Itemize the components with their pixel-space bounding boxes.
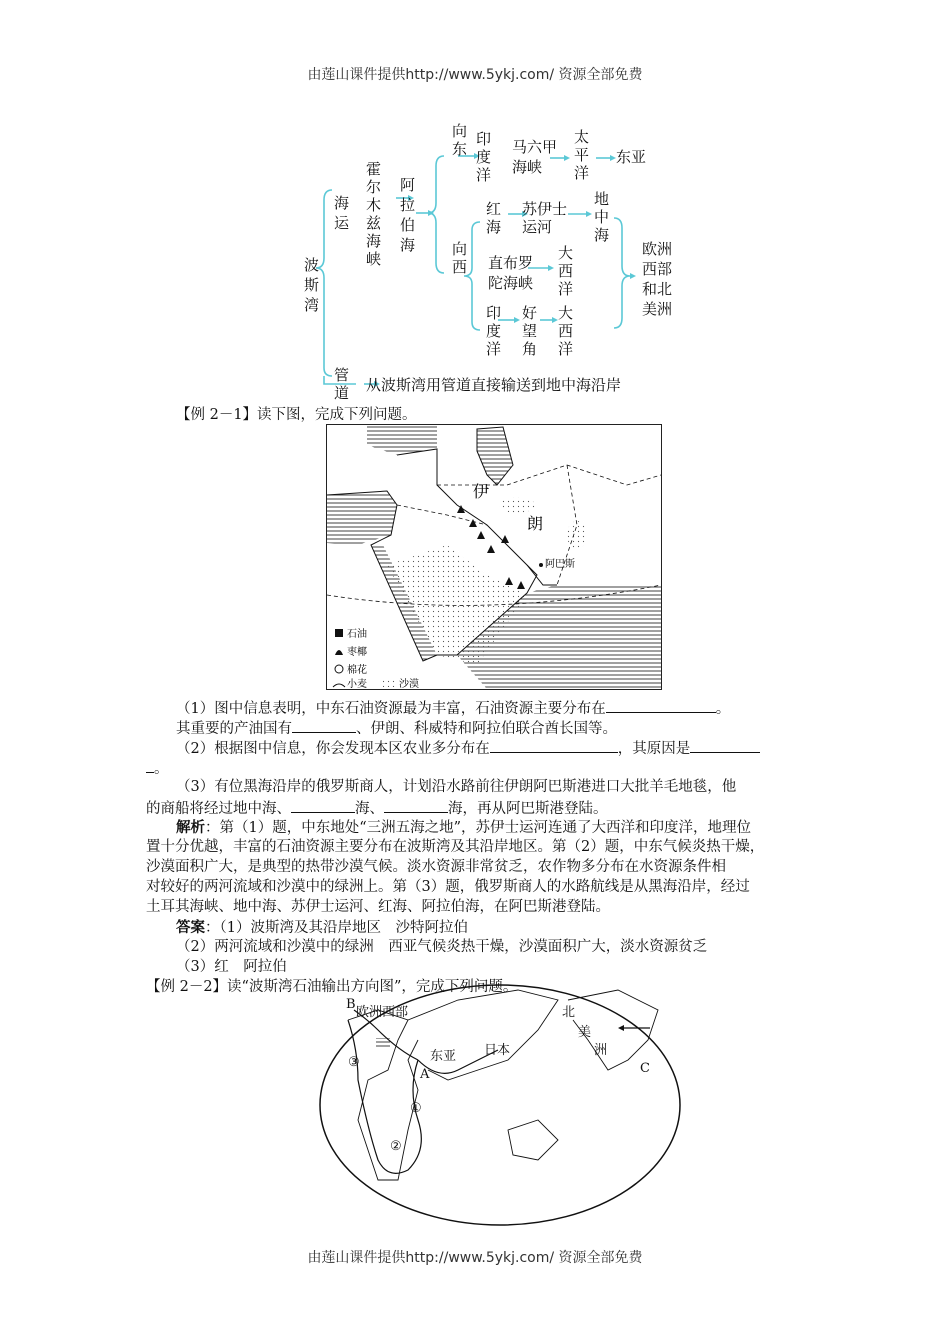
flow-pipe-text: 从波斯湾用管道直接输送到地中海沿岸	[366, 376, 622, 394]
flow-pacific: 太平洋	[574, 128, 590, 182]
q1-line2: 其重要的产油国有 、伊朗、科威特和阿拉伯联合酋长国等。	[176, 718, 617, 739]
analysis-line1: 解析：第（1）题，中东地处“三洲五海之地”，苏伊士运河连通了大西洋和印度洋，地理位	[176, 819, 752, 836]
map2-n: 北	[562, 1005, 576, 1020]
legend-oil: 石油	[347, 629, 367, 640]
page-footer: 由莲山课件提供http://www.5ykj.com/ 资源全部免费	[307, 1250, 643, 1266]
flow-europe-3: 和北	[642, 280, 673, 298]
flow-east: 向东	[452, 122, 468, 158]
map2-europe-w: 欧洲西部	[356, 1005, 409, 1020]
flow-suez-b: 运河	[522, 218, 553, 236]
map1-iran-2: 朗	[527, 514, 544, 533]
flow-gibraltar-a: 直布罗	[488, 254, 534, 272]
flow-origin: 波斯湾	[304, 256, 320, 314]
flowchart-svg	[296, 118, 696, 406]
map2-route-3: ③	[348, 1055, 360, 1070]
map2-route-2: ②	[390, 1139, 402, 1154]
legend-date: 枣椰	[347, 647, 367, 658]
flow-europe-4: 美洲	[642, 300, 673, 318]
oil-route-flowchart	[296, 118, 696, 406]
world-map-svg	[318, 980, 682, 1226]
q3-line2: 的商船将经过地中海、 海、 海，再从阿巴斯港登陆。	[146, 798, 608, 819]
flow-europe-1: 欧洲	[642, 240, 673, 258]
q1-line1: （1）图中信息表明，中东石油资源最为丰富，石油资源主要分布在 。	[176, 698, 730, 719]
legend-oil-icon	[335, 629, 343, 637]
world-oil-export-map	[318, 980, 682, 1226]
map2-b: B	[346, 997, 356, 1012]
analysis-line2: 置十分优越，丰富的石油资源主要分布在波斯湾及其沿岸地区。第（2）题，中东气候炎热干燥，	[146, 839, 765, 855]
legend-desert: 沙漠	[399, 679, 419, 689]
map2-japan: 日本	[484, 1043, 511, 1058]
analysis-line5: 土耳其海峡、地中海、苏伊士运河、红海、阿拉伯海，在阿巴斯港登陆。	[146, 899, 610, 915]
flow-red-sea: 红海	[486, 200, 502, 236]
answer-line2: （2）两河流域和沙漠中的绿洲 西亚气候炎热干燥，沙漠面积广大，淡水资源贫乏	[176, 939, 708, 955]
flow-suez-a: 苏伊士	[522, 200, 568, 218]
flow-cape: 好望角	[522, 304, 538, 358]
legend-wheat: 小麦	[347, 679, 367, 689]
legend-cotton: 棉花	[347, 665, 367, 676]
map2-a: A	[420, 1067, 430, 1082]
q3-line1: （3）有位黑海沿岸的俄罗斯商人，计划沿水路前往伊朗阿巴斯港进口大批羊毛地毯，他	[176, 779, 737, 795]
flow-atlantic1: 大西洋	[558, 244, 574, 298]
map2-east-asia: 东亚	[430, 1049, 457, 1064]
ex2-title: 【例 2－2】读“波斯湾石油输出方向图”，完成下列问题。	[146, 979, 518, 995]
answer-line1: 答案：（1）波斯湾及其沿岸地区 沙特阿拉伯	[176, 919, 468, 936]
ex1-title: 【例 2－1】读下图，完成下列问题。	[176, 407, 417, 423]
flow-east-asia: 东亚	[616, 148, 647, 166]
flow-hormuz: 霍尔木兹海峡	[366, 160, 382, 268]
map2-route-1: ①	[410, 1101, 422, 1116]
flow-pipe: 管道	[334, 366, 350, 402]
answer-line3: （3）红 阿拉伯	[176, 959, 287, 975]
flow-sea: 海运	[334, 194, 350, 232]
legend-desert-icon	[383, 679, 397, 687]
legend-wheat-icon	[333, 684, 345, 687]
flow-europe-2: 西部	[642, 260, 673, 278]
analysis-line4: 对较好的两河流域和沙漠中的绿洲上。第（3）题，俄罗斯商人的水路航线是从黑海沿岸，经过	[146, 879, 750, 895]
map2-america: 美	[578, 1025, 592, 1040]
legend-date-icon	[335, 650, 343, 655]
analysis-line3: 沙漠面积广大，是典型的热带沙漠气候。淡水资源非常贫乏，农作物多分布在水资源条件相	[146, 859, 726, 875]
flow-indian2: 印度洋	[486, 304, 502, 358]
q2-line1: （2）根据图中信息，你会发现本区农业多分布在 ，其原因是	[176, 738, 760, 759]
q2-line2: 。	[146, 758, 169, 779]
flow-gibraltar-b: 陀海峡	[488, 274, 534, 292]
flow-west: 向西	[452, 240, 468, 276]
page-header: 由莲山课件提供http://www.5ykj.com/ 资源全部免费	[307, 67, 643, 83]
flow-arab-sea: 阿拉伯海	[400, 176, 416, 254]
flow-malacca-a: 马六甲	[512, 138, 558, 156]
map2-zhou: 洲	[594, 1043, 608, 1058]
middle-east-map	[326, 424, 662, 690]
map2-c: C	[640, 1061, 650, 1076]
flow-atlantic2: 大西洋	[558, 304, 574, 358]
flow-malacca-b: 海峡	[512, 158, 543, 176]
flow-med: 地中海	[594, 190, 610, 244]
legend-cotton-icon	[335, 665, 343, 673]
map1-abbas: 阿巴斯	[545, 559, 575, 570]
flow-indian1: 印度洋	[476, 130, 492, 184]
middle-east-map-svg	[327, 425, 661, 689]
map1-iran-1: 伊	[473, 482, 490, 501]
